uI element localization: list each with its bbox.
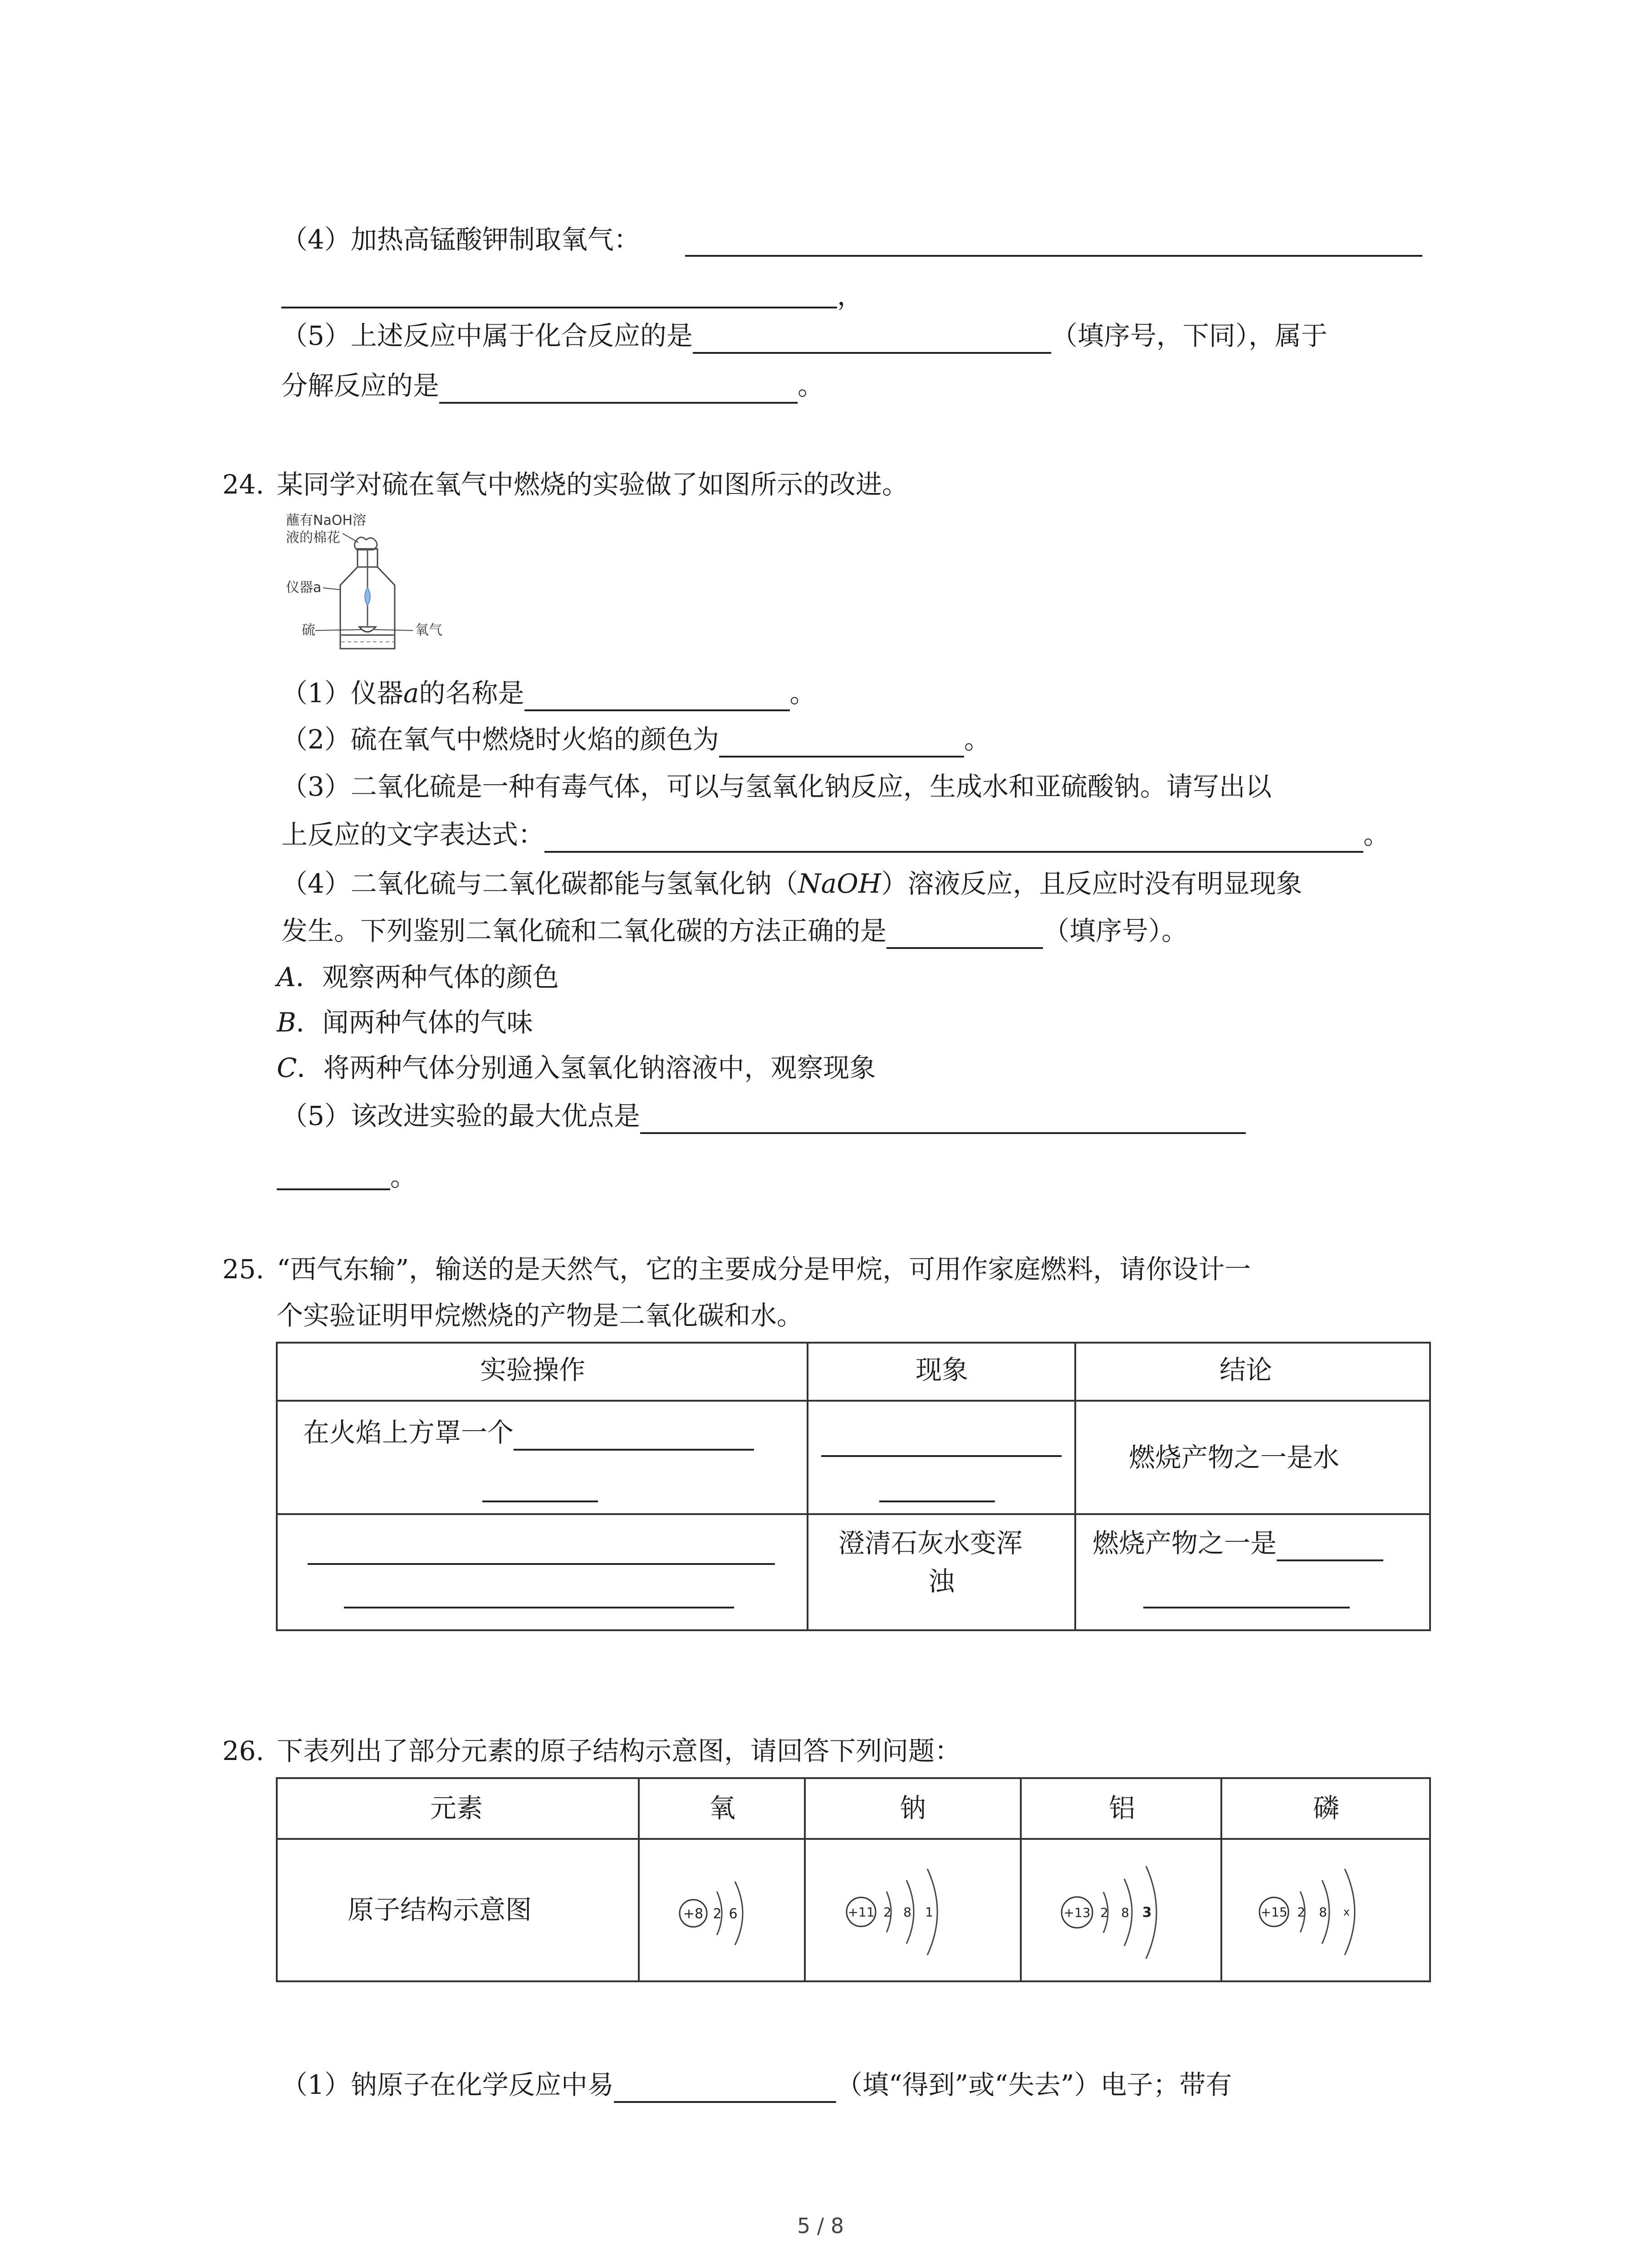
sodium-shell-3: 1: [925, 1905, 933, 1920]
q24-part1-text-b: 的名称是: [419, 678, 524, 709]
q23-part4-blank-1[interactable]: [685, 255, 1422, 257]
atom-diagram-phosphorus: [1256, 1855, 1378, 1970]
q25-table: [276, 1342, 1431, 1631]
q26-part1: [281, 2067, 1232, 2103]
q25-row2-conclusion: [1092, 1525, 1383, 1561]
q24-part4-text-d: （填序号）。: [1043, 915, 1188, 946]
q25-stem-line2: 个实验证明甲烷燃烧的产物是二氧化碳和水。: [277, 1300, 803, 1331]
q25-row1-operation-blank-1[interactable]: [514, 1421, 754, 1451]
q24-part1-text-a: （1）仪器: [281, 678, 403, 709]
q23-part5-line1: [281, 318, 1327, 354]
q24-part5-period: 。: [390, 1161, 417, 1192]
q25-row1-operation-blank-2[interactable]: [482, 1501, 598, 1502]
phosphorus-nucleus: +15: [1260, 1905, 1288, 1920]
option-a-letter: A: [277, 962, 296, 992]
q24-part3-line1: （3）二氧化硫是一种有毒气体，可以与氢氧化钠反应，生成水和亚硫酸钠。请写出以: [281, 771, 1272, 802]
q24-part4-text-a: （4）二氧化硫与二氧化碳都能与氢氧化钠（: [281, 868, 798, 899]
q25-stem-line1: “西气东输”，输送的是天然气，它的主要成分是甲烷，可用作家庭燃料，请你设计一: [277, 1254, 1251, 1285]
atom-diagram-aluminum: [1058, 1853, 1181, 1973]
q26-stem: 下表列出了部分元素的原子结构示意图，请回答下列问题：: [277, 1735, 961, 1766]
q25-number: 25.: [222, 1254, 265, 1285]
q25-header-phenomenon: 现象: [916, 1354, 969, 1385]
q26-element-phosphorus: 磷: [1313, 1793, 1340, 1823]
q25-row2-phenomenon-line2: 浊: [928, 1566, 955, 1597]
oxygen-nucleus: +8: [683, 1906, 704, 1922]
q26-part1-blank[interactable]: [614, 2073, 836, 2103]
atom-diagram-oxygen: [675, 1859, 775, 1970]
q25-row2-phenomenon-line1: 澄清石灰水变浑: [838, 1528, 1023, 1559]
sodium-shell-1: 2: [883, 1905, 892, 1920]
option-a-text: ．观察两种气体的颜色: [295, 962, 559, 992]
figure-label-sulfur: 硫: [302, 622, 315, 638]
figure-label-cotton-2: 液的棉花: [286, 530, 340, 546]
aluminum-nucleus: +13: [1063, 1905, 1091, 1920]
aluminum-shell-3: 3: [1142, 1905, 1152, 1921]
q24-part4-formula: NaOH: [798, 868, 882, 899]
q26-table: [276, 1777, 1431, 1982]
q24-part1: [281, 675, 816, 711]
q26-part1-text-a: （1）钠原子在化学反应中易: [281, 2069, 614, 2100]
q24-part4-line1: [281, 865, 1302, 902]
q25-row2-conclusion-blank-2[interactable]: [1143, 1607, 1350, 1608]
q26-element-sodium: 钠: [900, 1793, 926, 1823]
q25-row1-phenomenon-blank-1[interactable]: [821, 1455, 1062, 1457]
sodium-shell-2: 8: [903, 1905, 911, 1920]
q23-part4-blank-2[interactable]: [281, 307, 837, 308]
atom-diagram-sodium: [843, 1855, 961, 1970]
q24-part1-blank[interactable]: [524, 681, 790, 711]
sodium-nucleus: +11: [847, 1905, 875, 1920]
q25-row2-operation-blank-2[interactable]: [344, 1607, 734, 1608]
q25-row2-conclusion-text: 燃烧产物之一是: [1092, 1528, 1277, 1559]
option-c-text: ．将两种气体分别通入氢氧化钠溶液中，观察现象: [297, 1052, 876, 1083]
q24-part4-text-c: 发生。下列鉴别二氧化硫和二氧化碳的方法正确的是: [281, 915, 887, 946]
q24-part2-period: 。: [964, 724, 990, 755]
q26-header-element: 元素: [430, 1793, 483, 1823]
q24-part2-text: （2）硫在氧气中燃烧时火焰的颜色为: [281, 724, 719, 755]
q25-row1-conclusion: 燃烧产物之一是水: [1129, 1442, 1340, 1473]
q23-part5-line2: [281, 367, 824, 404]
q23-part5-text-c: 分解反应的是: [281, 370, 440, 401]
q24-part5-blank-2[interactable]: [277, 1188, 390, 1190]
q24-part2-blank[interactable]: [719, 728, 964, 758]
q24-part4-blank[interactable]: [887, 919, 1043, 949]
q26-element-oxygen: 氧: [709, 1793, 736, 1823]
q24-part4-line2: [281, 913, 1188, 949]
q25-header-conclusion: 结论: [1220, 1354, 1273, 1385]
q26-element-aluminum: 铝: [1109, 1793, 1136, 1823]
q23-part4-comma: ，: [837, 280, 864, 311]
q24-number: 24.: [222, 469, 265, 500]
q26-part1-text-b: （填“得到”或“失去”）电子；带有: [836, 2069, 1232, 2100]
oxygen-shell-1: 2: [713, 1906, 722, 1922]
q24-option-a[interactable]: [277, 959, 559, 995]
q25-row2-conclusion-blank-1[interactable]: [1277, 1531, 1383, 1561]
q25-row2-operation-blank-1[interactable]: [308, 1563, 775, 1565]
q23-part5-blank-combination[interactable]: [693, 324, 1051, 354]
q23-part4-text: （4）加热高锰酸钾制取氧气：: [281, 224, 640, 255]
q24-part1-variable: a: [403, 678, 419, 709]
option-b-letter: B: [277, 1007, 296, 1038]
q24-part3-blank[interactable]: [544, 823, 1363, 853]
q23-part5-blank-decomposition[interactable]: [439, 374, 798, 404]
q24-part1-period: 。: [789, 678, 816, 709]
q24-stem: 某同学对硫在氧气中燃烧的实验做了如图所示的改进。: [277, 469, 909, 500]
figure-label-instrument: 仪器a: [286, 580, 322, 596]
q24-part3-line2: [281, 816, 1390, 853]
aluminum-shell-1: 2: [1100, 1905, 1108, 1920]
q24-option-b[interactable]: [277, 1004, 533, 1041]
q23-part5-text-b: （填序号，下同），属于: [1051, 320, 1327, 351]
gas-bottle-diagram: [281, 513, 463, 662]
q24-option-c[interactable]: [277, 1050, 876, 1086]
q23-part5-period: 。: [798, 370, 824, 401]
q23-part5-text-a: （5）上述反应中属于化合反应的是: [281, 320, 693, 351]
q25-row1-operation-text: 在火焰上方罩一个: [303, 1417, 514, 1448]
oxygen-shell-2: 6: [729, 1906, 738, 1922]
q26-number: 26.: [222, 1735, 265, 1766]
q25-header-operation: 实验操作: [480, 1354, 586, 1385]
q24-part5-blank-1[interactable]: [640, 1104, 1246, 1134]
q25-row1-phenomenon-blank-2[interactable]: [879, 1501, 995, 1502]
figure-label-cotton-1: 蘸有NaOH溶: [286, 513, 366, 528]
q24-part3-period: 。: [1363, 819, 1390, 850]
q26-row-atomic-structure: 原子结构示意图: [348, 1894, 532, 1925]
page-number: 5 / 8: [797, 2214, 844, 2238]
q24-part5-text: （5）该改进实验的最大优点是: [281, 1100, 640, 1131]
option-b-text: ．闻两种气体的气味: [296, 1007, 533, 1038]
q25-row1-operation: [303, 1414, 754, 1451]
q24-part4-text-b: ）溶液反应，且反应时没有明显现象: [881, 868, 1303, 899]
q24-part2: [281, 721, 990, 758]
phosphorus-shell-1: 2: [1297, 1905, 1305, 1920]
q24-part3-text: 上反应的文字表达式：: [281, 819, 545, 850]
phosphorus-shell-2: 8: [1319, 1905, 1327, 1920]
figure-label-oxygen: 氧气: [415, 622, 442, 638]
phosphorus-shell-3: x: [1343, 1906, 1350, 1918]
q24-part5-line1: [281, 1098, 1246, 1134]
q23-part4: [281, 221, 640, 258]
aluminum-shell-2: 8: [1121, 1905, 1129, 1920]
q24-figure: [281, 513, 463, 662]
option-c-letter: C: [277, 1052, 297, 1083]
